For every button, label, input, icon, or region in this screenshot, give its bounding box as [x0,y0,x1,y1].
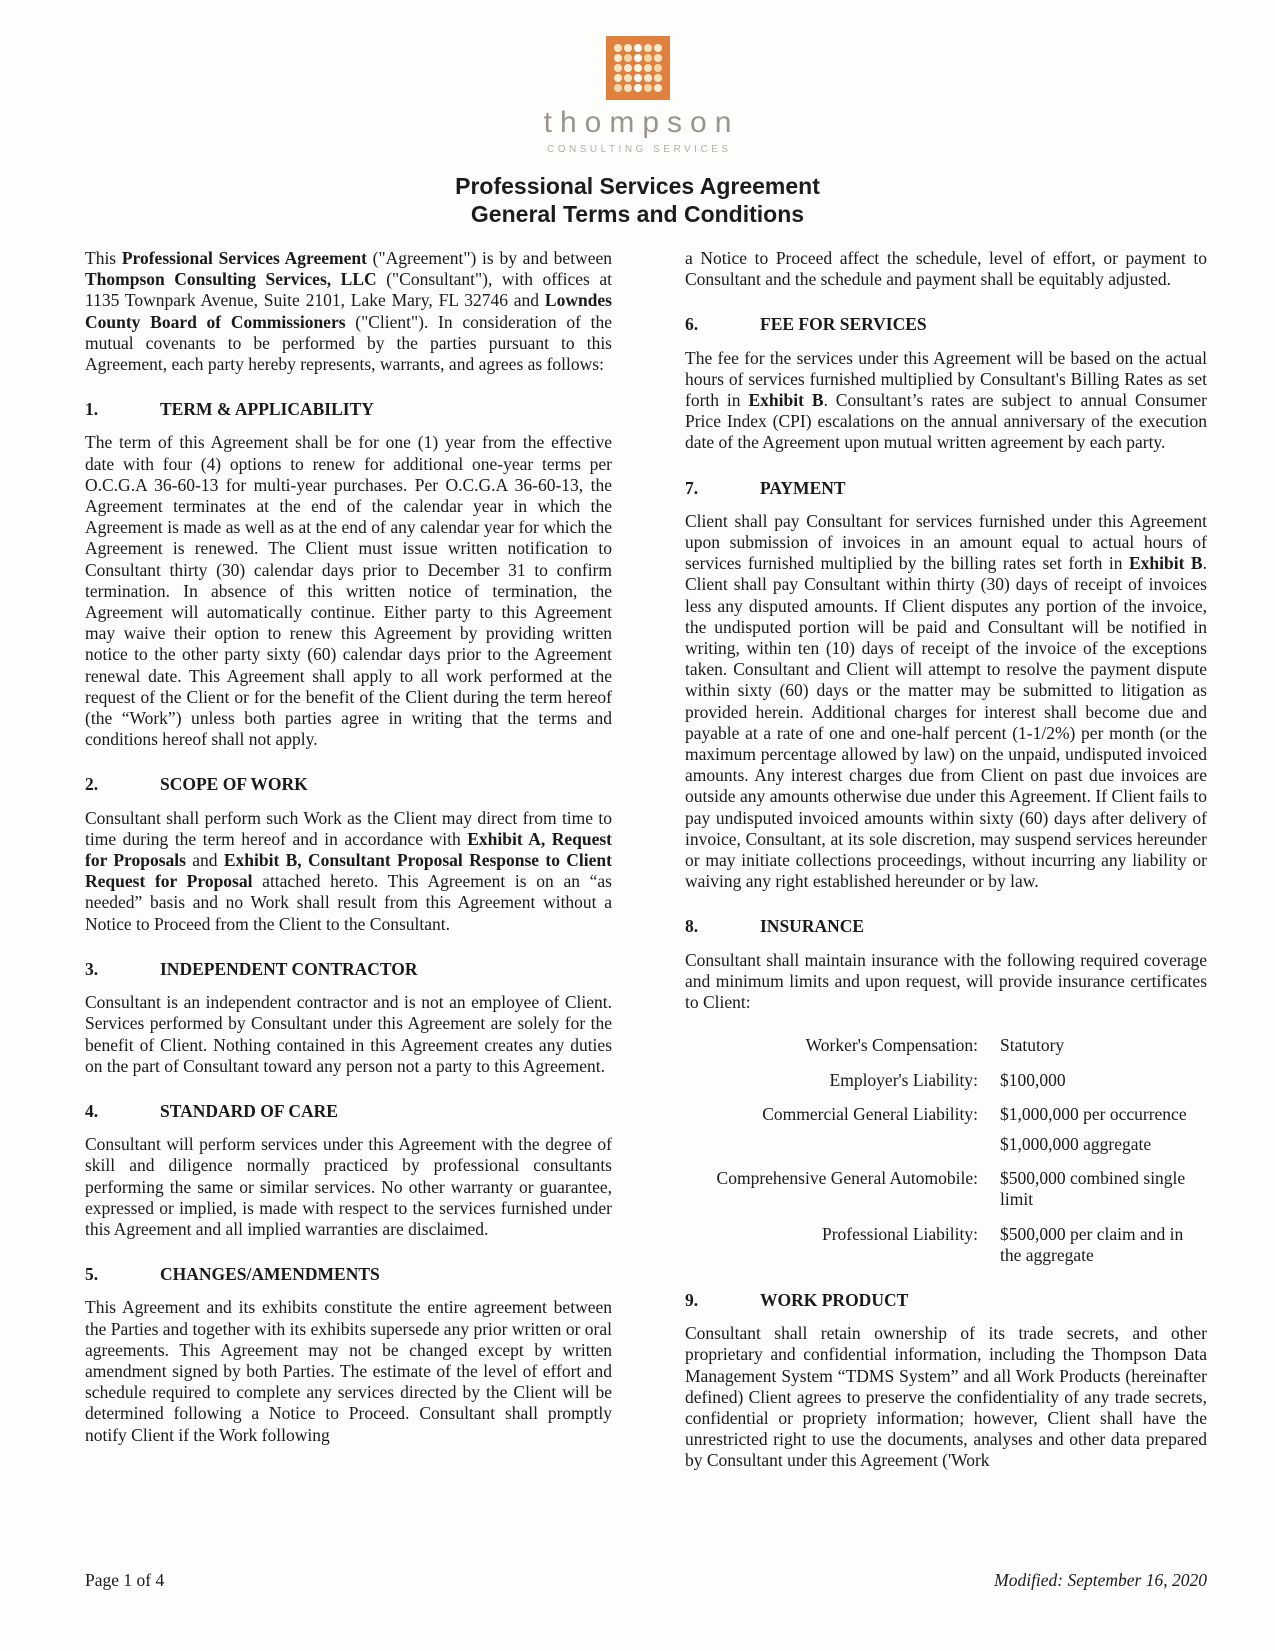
section-number: 2. [85,774,99,795]
bold-text-run: Exhibit B, Consultant Proposal Response to Client Request for Proposal [85,850,612,892]
insurance-row [685,1035,1207,1056]
insurance-values [1000,1070,1205,1091]
insurance-label: Professional Liability: [821,1223,978,1244]
paragraph [685,1323,1207,1471]
section-title: CHANGES/AMENDMENTS [160,1264,380,1285]
paragraph [85,248,612,375]
insurance-value: $1,000,000 per occurrence [1000,1103,1187,1124]
two-column-body [85,248,1207,1472]
thompson-logo-icon [606,36,670,100]
right-column [685,248,1207,1472]
insurance-value: $500,000 per claim and in the aggregate [1000,1223,1184,1265]
section-heading [85,1101,612,1122]
logo-tagline-text: CONSULTING SERVICES [547,144,732,155]
paragraph [85,992,612,1077]
bold-text-run: Exhibit A, Request for Proposals [85,828,613,871]
insurance-label: Commercial General Liability: [762,1103,978,1124]
insurance-value: $1,000,000 aggregate [1000,1133,1152,1154]
section-number: 5. [85,1264,99,1285]
section-heading [85,959,612,980]
section-number: 9. [685,1289,699,1310]
paragraph [685,348,1207,454]
text-run: and [185,850,224,871]
text-run: Consultant will perform services under this Agreement with the degree of skill and diligence normally practiced by professional consultants performing the same or similar services. No other warranty or guarantee, expressed or implied, is made with respect to the services furnished under this Agreement and all implied warranties are disclaimed. [85,1134,612,1239]
insurance-values [1000,1035,1205,1056]
insurance-values [1000,1224,1205,1266]
section-heading [85,399,612,420]
document-title-line2: General Terms and Conditions [470,201,805,227]
page-footer [85,1570,1207,1591]
insurance-row [685,1070,1207,1091]
paragraph [685,511,1207,893]
text-run: This Agreement and its exhibits constitute the entire agreement between the Parties and together with its exhibits supersede any prior written or oral agreements. This Agreement may not be changed except by written amendment signed by both Parties. The estimate of the level of effort and schedule required to complete any services directed by the Client will be determined following a Notice to Proceed. Consultant shall promptly notify Client if the Work following [85,1297,612,1445]
text-run: Client shall pay Consultant for services furnished under this Agreement upon submission of invoices in an amount equal to actual hours of services furnished multiplied by the billing rates set forth in [685,510,1207,574]
section-title: FEE FOR SERVICES [760,314,927,335]
text-run: ("Client"). In consideration of the mutual covenants to be performed by the parties pursuant to this Agreement, each party hereby represents, warrants, and agrees as follows: [85,311,612,375]
section-title: TERM & APPLICABILITY [160,399,374,420]
insurance-values [1000,1104,1205,1155]
page-number-label: Page 1 of 4 [85,1570,165,1590]
section-title: INSURANCE [760,916,865,937]
paragraph [85,432,612,750]
paragraph [85,808,612,935]
modified-date-label: Modified: September 16, 2020 [994,1570,1207,1590]
bold-text-run: Thompson Consulting Services, LLC [85,269,377,290]
section-title: STANDARD OF CARE [160,1100,338,1121]
section-heading [85,774,612,795]
paragraph [85,1297,612,1445]
insurance-table [685,1035,1207,1266]
section-number: 4. [85,1100,99,1121]
text-run: This [85,248,122,268]
text-run: . Client shall pay Consultant within thirty (30) days of receipt of invoices less any disputed amounts. If Client disputes any portion of the invoice, the undisputed portion will be paid and Consultant will be notified in writing, within ten (10) days of receipt of the invoice of the exceptions taken. Consultant and Client will attempt to resolve the payment dispute within sixty (60) days or the matter may be submitted to litigation as provided herein. Additional charges for interest shall become due and payable at a rate of one and one-half percent (1-1/2%) per month (or the maximum percentage allowed by law) on the unpaid, undisputed invoiced amounts. Any interest charges due from Client on past due invoices are outside any amounts otherwise due under this Agreement. If Client fails to pay undisputed invoiced amounts within sixty (60) days after delivery of invoice, Consultant, at its sole discretion, may suspend services hereunder or may initiate collections proceedings, without incurring any liability or waiving any right established hereunder or by law. [685,553,1207,892]
insurance-label: Employer's Liability: [829,1069,978,1090]
insurance-value: $500,000 combined single limit [1000,1168,1186,1210]
text-run: The term of this Agreement shall be for one (1) year from the effective date with four (4) options to renew for additional one-year terms per O.C.G.A 36-60-13 for multi-year purchases. Per O.C.G.A 36-60-13, the Agreement terminates at the end of the calendar year in which the Agreement is made as well as at the end of any calendar year for which the Agreement is renewed. The Client must issue written notification to Consultant thirty (30) calendar days prior to December 31 to confirm termination. In absence of this written notice of termination, the Agreement will automatically continue. Either party to this Agreement may waive their option to renew this Agreement by providing written notice to the other party sixty (60) calendar days prior to the Agreement renewal date. This Agreement shall apply to all work performed at the request of the Client or for the benefit of the Client during the term hereof (the “Work”) unless both parties agree in writing that the terms and conditions hereof shall not apply. [85,432,612,750]
section-title: SCOPE OF WORK [160,774,308,795]
bold-text-run: Lowndes County Board of Commissioners [85,290,612,332]
text-run: Consultant shall maintain insurance with the following required coverage and minimum limits and upon request, will provide insurance certificates to Client: [685,949,1207,1013]
paragraph [85,1134,612,1240]
section-number: 8. [685,916,699,937]
section-title: WORK PRODUCT [760,1289,909,1310]
paragraph [685,248,1207,290]
text-run: Consultant is an independent contractor and is not an employee of Client. Services performed by Consultant under this Agreement are solely for the benefit of Client. Nothing contained in this Agreement creates any duties on the part of Consultant toward any person not a party to this Agreement. [85,992,612,1076]
bold-text-run: Professional Services Agreement [121,248,367,268]
text-run: attached hereto. This Agreement is on an “as needed” basis and no Work shall result from this Agreement without a Notice to Proceed from the Client to the Consultant. [85,871,612,934]
section-number: 3. [85,958,99,979]
section-number: 1. [85,399,99,420]
section-heading [685,1290,1207,1311]
insurance-label: Worker's Compensation: [805,1035,978,1056]
document-title-line1: Professional Services Agreement [455,173,820,199]
section-heading [85,1264,612,1285]
bold-text-run: Exhibit B [1129,553,1203,574]
logo-brand-text: thompson [543,106,740,139]
paragraph [685,950,1207,1014]
left-column [85,248,612,1446]
text-run: Consultant shall retain ownership of its trade secrets, and other proprietary and confidential information, including the Thompson Data Management System “TDMS System” and all Work Products (hereinafter defined) Client agrees to preserve the confidentiality of any trade secrets, confidential or propriety information; however, Client shall have the unrestricted right to use the documents, analyses and other data prepared by Consultant under this Agreement ('Work [685,1323,1207,1471]
insurance-value: $100,000 [1000,1069,1066,1090]
section-heading [685,314,1207,335]
insurance-row [685,1224,1207,1266]
insurance-row [685,1168,1207,1210]
text-run: Consultant shall perform such Work as the Client may direct from time to time during the term hereof and in accordance with [85,807,612,849]
text-run: a Notice to Proceed affect the schedule, level of effort, or payment to Consultant and the schedule and payment shall be equitably adjusted. [685,248,1207,290]
section-number: 7. [685,477,699,498]
insurance-value: Statutory [1000,1035,1065,1056]
insurance-values [1000,1168,1205,1210]
text-run: . Consultant’s rates are subject to annual Consumer Price Index (CPI) escalations on the annual anniversary of the execution date of the Agreement upon mutual written agreement by each party. [685,390,1207,453]
insurance-label: Comprehensive General Automobile: [716,1168,978,1189]
text-run: ("Agreement") is by and between [366,248,612,268]
section-number: 6. [685,314,699,335]
section-heading [685,478,1207,499]
section-title: PAYMENT [760,477,846,498]
insurance-row [685,1104,1207,1155]
text-run: ("Consultant"), with offices at 1135 Townpark Avenue, Suite 2101, Lake Mary, FL 32746 and [85,269,612,311]
bold-text-run: Exhibit B [748,390,824,411]
text-run: The fee for the services under this Agreement will be based on the actual hours of services furnished multiplied by Consultant's Billing Rates as set forth in [685,347,1207,411]
section-heading [685,916,1207,937]
section-title: INDEPENDENT CONTRACTOR [160,958,418,979]
document-header [0,0,1275,228]
document-title [0,172,1275,228]
